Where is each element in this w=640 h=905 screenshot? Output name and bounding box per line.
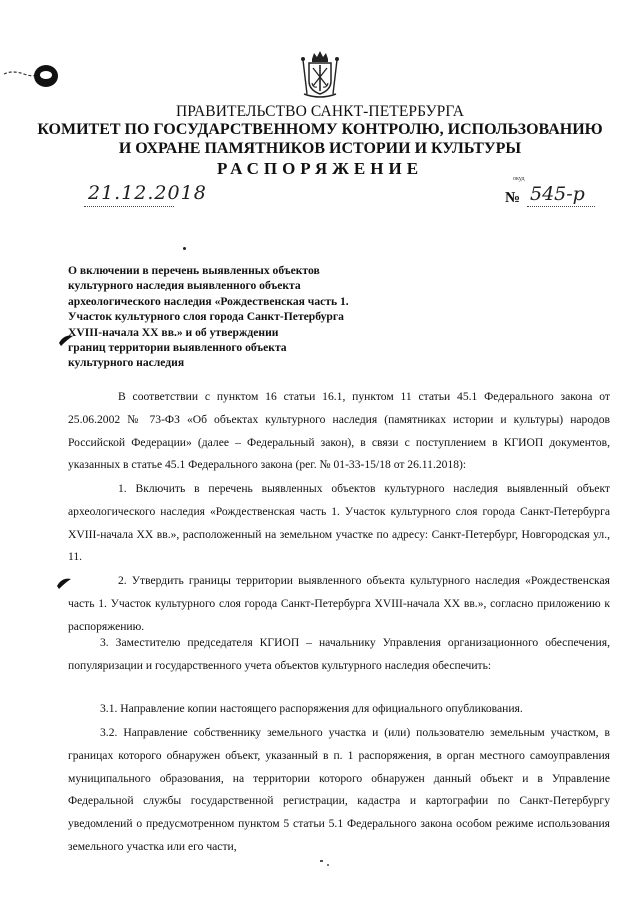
document-type: РАСПОРЯЖЕНИЕ xyxy=(216,159,424,178)
subject-line: Участок культурного слоя города Санкт-Петербурга xyxy=(68,310,344,324)
subject-line: культурного наследия выявленного объекта xyxy=(68,279,301,293)
subject-line: XVIII-начала XX вв.» и об утверждении xyxy=(68,325,279,339)
scan-speck xyxy=(320,860,323,862)
scan-speck xyxy=(327,864,329,866)
clause-1-paragraph: 1. Включить в перечень выявленных объектов культурного наследия выявленный объект археологического наследия «Рождественская часть 1. Участок культурного слоя города Санкт-Петербурга XVIII-начала XX вв.», расположенный на земельном участке по адресу: Санкт-Петербург, Новгородская ул., 11. xyxy=(68,482,610,564)
government-name: ПРАВИТЕЛЬСТВО САНКТ-ПЕТЕРБУРГА xyxy=(175,103,465,120)
document-number: 545-р xyxy=(530,183,585,205)
clause-3-paragraph: 3. Заместителю председателя КГИОП – начальнику Управления организационного обеспечения, популяризации и государственного учета объектов культурного наследия обеспечить: xyxy=(68,636,610,672)
document-subject xyxy=(68,263,408,371)
number-note: окуд xyxy=(513,176,525,182)
subject-line: культурного наследия xyxy=(68,356,185,370)
preamble-paragraph: В соответствии с пунктом 16 статьи 16.1, пунктом 11 статьи 45.1 Федерального закона от 25.06.2002 № 73-ФЗ «Об объектах культурного наследия (памятниках истории и культуры) народов Российской Федерации» (далее – Федеральный закон), в связи с поступлением в КГИОП документов, указанных в статье 45.1 Федерального закона (рег. № 01-33-15/18 от 26.11.2018): xyxy=(68,390,610,472)
committee-name-line1: КОМИТЕТ ПО ГОСУДАРСТВЕННОМУ КОНТРОЛЮ, ИСПОЛЬЗОВАНИЮ xyxy=(37,121,603,138)
committee-name-line2: И ОХРАНЕ ПАМЯТНИКОВ ИСТОРИИ И КУЛЬТУРЫ xyxy=(118,140,522,157)
coat-of-arms-emblem xyxy=(298,50,342,100)
stray-dot xyxy=(183,247,186,250)
document-date: 21.12.2018 xyxy=(88,182,207,204)
subject-line: О включении в перечень выявленных объектов xyxy=(68,264,320,277)
subject-line: границ территории выявленного объекта xyxy=(68,341,287,355)
subject-line: археологического наследия «Рождественская часть 1. xyxy=(68,294,349,308)
clause-3-2-paragraph: 3.2. Направление собственнику земельного участка и (или) пользователю земельным участком, в границах которого обнаружен объект, указанный в п. 1 распоряжения, в орган местного самоуправления муниципального образования, на территории которого обнаружен данный объект и в Управление Федеральной службы государственной регистрации, кадастра и картографии по Санкт-Петербургу уведомлений о предусмотренном пунктом 5 статьи 5.1 Федерального закона особом режиме использования земельного участка или его части, xyxy=(68,726,610,853)
date-underline xyxy=(84,205,174,207)
clause-2-paragraph: 2. Утвердить границы территории выявленного объекта культурного наследия «Рождественская часть 1. Участок культурного слоя города Санкт-Петербурга XVIII-начала XX вв.», согласно приложению к распоряжению. xyxy=(68,574,610,633)
number-sign: № xyxy=(505,190,521,206)
clause-3-1-paragraph: 3.1. Направление копии настоящего распоряжения для официального опубликования. xyxy=(100,702,523,715)
hole-punch-mark xyxy=(2,60,60,92)
number-underline xyxy=(527,205,595,207)
